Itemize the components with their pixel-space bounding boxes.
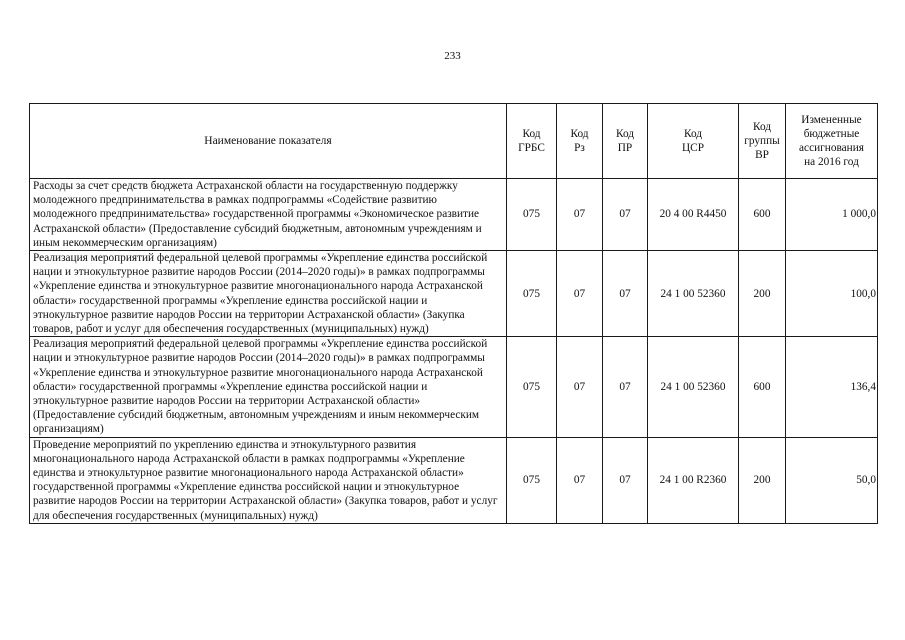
row-pr: 07 [603, 437, 648, 523]
row-grbs: 075 [507, 437, 557, 523]
header-csr [648, 104, 739, 179]
header-amount-line4: на 2016 год [804, 156, 859, 169]
row-name: Расходы за счет средств бюджета Астраханской области на государственную поддержку молодежного предпринимательства в рамках подпрограммы «Содействие развитию молодежного предпринимательства» государственной программы «Экономическое развитие Астраханской области» (Предоставление субсидий бюджетным, автономным учреждениям и иным некоммерческим организациям) [30, 179, 507, 251]
row-csr: 24 1 00 52360 [648, 251, 739, 337]
header-vr-line3: ВР [755, 149, 769, 162]
row-name: Реализация мероприятий федеральной целевой программы «Укрепление единства российской нации и этнокультурное развитие народов России (2014–2020 годы)» в рамках подпрограммы «Укрепление единства и этнокультурное развитие многонационального народа Астраханской области» государственной программы «Укрепление единства российской нации и этнокультурное развитие народов России на территории Астраханской области» (Закупка товаров, работ и услуг для обеспечения государственных (муниципальных) нужд) [30, 251, 507, 337]
row-name: Проведение мероприятий по укреплению единства и этнокультурного развития многонационального народа Астраханской области в рамках подпрограммы «Укрепление единства и этнокультурное развитие многонационального народа Астраханской области» государственной программы «Укрепление единства российской нации и этнокультурное развитие народов России на территории Астраханской области» (Закупка товаров, работ и услуг для обеспечения государственных (муниципальных) нужд) [30, 437, 507, 523]
header-rz-line2: Рз [574, 142, 585, 154]
header-amount [786, 104, 878, 179]
header-vr-line2: группы [744, 134, 780, 147]
header-name: Наименование показателя [30, 104, 507, 179]
row-amount: 50,0 [786, 437, 878, 523]
row-grbs: 075 [507, 179, 557, 251]
header-pr [603, 104, 648, 179]
header-grbs [507, 104, 557, 179]
row-rz: 07 [557, 337, 603, 437]
row-name: Реализация мероприятий федеральной целевой программы «Укрепление единства российской нации и этнокультурное развитие народов России (2014–2020 годы)» в рамках подпрограммы «Укрепление единства и этнокультурное развитие многонационального народа Астраханской области» государственной программы «Укрепление единства российской нации и этнокультурное развитие народов России на территории Астраханской области» (Предоставление субсидий бюджетным, автономным учреждениям и иным некоммерческим организациям) [30, 337, 507, 437]
row-grbs: 075 [507, 337, 557, 437]
header-vr-line1: Код [752, 120, 772, 133]
row-vr: 200 [739, 251, 786, 337]
row-rz: 07 [557, 179, 603, 251]
row-amount: 136,4 [786, 337, 878, 437]
page-number: 233 [444, 50, 461, 62]
header-amount-line1: Измененные [801, 113, 862, 126]
row-csr: 24 1 00 52360 [648, 337, 739, 437]
table-row [30, 251, 878, 337]
table-row [30, 179, 878, 251]
row-pr: 07 [603, 337, 648, 437]
header-amount-line2: бюджетные [803, 127, 860, 140]
header-grbs-line2: ГРБС [518, 142, 545, 154]
row-csr: 20 4 00 R4450 [648, 179, 739, 251]
table-row [30, 437, 878, 523]
table-row [30, 337, 878, 437]
table-header-row [30, 104, 878, 179]
header-amount-line3: ассигнования [799, 142, 864, 154]
row-pr: 07 [603, 251, 648, 337]
budget-table [29, 103, 878, 524]
header-rz-line1: Код [570, 127, 589, 140]
header-pr-line2: ПР [617, 142, 633, 154]
row-pr: 07 [603, 179, 648, 251]
row-vr: 600 [739, 337, 786, 437]
header-pr-line1: Код [615, 127, 635, 140]
row-rz: 07 [557, 437, 603, 523]
header-csr-line1: Код [683, 127, 703, 140]
row-grbs: 075 [507, 251, 557, 337]
header-rz [557, 104, 603, 179]
row-amount: 100,0 [786, 251, 878, 337]
row-vr: 200 [739, 437, 786, 523]
header-grbs-line1: Код [522, 127, 541, 140]
header-vr [739, 104, 786, 179]
row-vr: 600 [739, 179, 786, 251]
header-csr-line2: ЦСР [682, 142, 704, 154]
row-csr: 24 1 00 R2360 [648, 437, 739, 523]
row-amount: 1 000,0 [786, 179, 878, 251]
row-rz: 07 [557, 251, 603, 337]
